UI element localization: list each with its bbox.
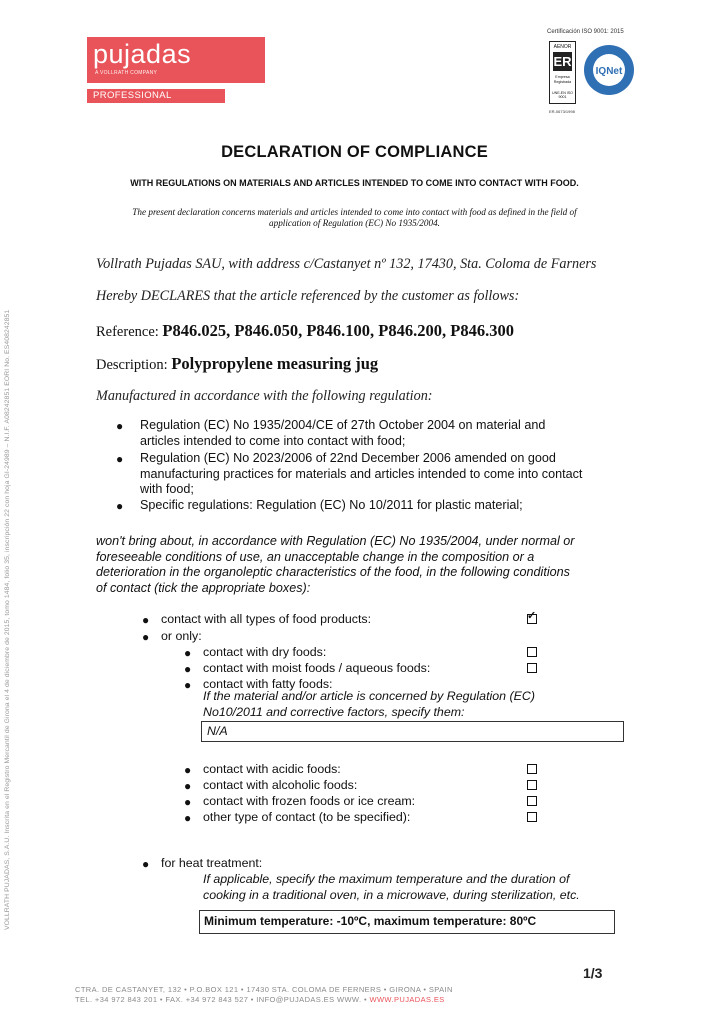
bullet-icon: ● [142, 630, 150, 644]
aenor-text-1: Empresa [555, 75, 570, 79]
intro-paragraph [112, 207, 597, 229]
bullet-icon: ● [184, 662, 192, 676]
or-only-label: or only: [161, 629, 202, 643]
aenor-label: AENOR [553, 44, 572, 50]
bullet-icon: ● [116, 499, 124, 513]
contact-frozen-label: contact with frozen foods or ice cream: [203, 794, 416, 808]
contact-moist-checkbox[interactable] [527, 663, 537, 673]
note-line: If applicable, specify the maximum temperature and the duration of [203, 872, 570, 886]
footer-contact [75, 995, 445, 1004]
certification-number: ER-0673/1998 [549, 109, 575, 114]
bullet-icon: ● [142, 613, 150, 627]
bullet-icon: ● [184, 811, 192, 825]
bullet-icon: ● [142, 857, 150, 871]
regulation-item [140, 451, 582, 498]
manufactured-heading: Manufactured in accordance with the following regulation: [96, 388, 433, 404]
aenor-text-3: UNE-EN ISO 9001 [552, 91, 573, 99]
bullet-icon: ● [184, 779, 192, 793]
regulation-line: manufacturing practices for materials and articles intended to come into contact [140, 466, 583, 481]
declares-statement: Hereby DECLARES that the article referenced by the customer as follows: [96, 288, 520, 304]
contact-other-label: other type of contact (to be specified): [203, 810, 411, 824]
aenor-text-2: Registrada [553, 80, 572, 84]
logo-tagline: PROFESSIONAL COOKWARE [87, 89, 225, 103]
iqnet-badge-icon [583, 44, 635, 96]
description-label: Description: [96, 357, 172, 373]
contact-alcoholic-checkbox[interactable] [527, 780, 537, 790]
heat-treatment-label: for heat treatment: [161, 856, 263, 870]
contact-alcoholic-label: contact with alcoholic foods: [203, 778, 358, 792]
page-subtitle: WITH REGULATIONS ON MATERIALS AND ARTICLES INTENDED TO COME INTO CONTACT WITH FOOD. [130, 178, 579, 188]
contact-moist-label: contact with moist foods / aqueous foods: [203, 661, 431, 675]
aenor-badge [549, 41, 576, 104]
bullet-icon: ● [184, 795, 192, 809]
contact-other-checkbox[interactable] [527, 812, 537, 822]
contact-acidic-label: contact with acidic foods: [203, 762, 341, 776]
page-title: DECLARATION OF COMPLIANCE [221, 143, 488, 161]
checkmark-icon: ✓ [527, 610, 537, 622]
paragraph-line: foreseeable conditions of use, an unacceptable change in the composition or a [96, 549, 535, 564]
contact-fatty-label: contact with fatty foods: [203, 677, 333, 691]
page-number: 1/3 [583, 965, 603, 981]
description-line [96, 354, 378, 374]
contact-all-types-checkbox[interactable] [527, 610, 537, 624]
contact-acidic-checkbox[interactable] [527, 764, 537, 774]
heat-treatment-note [203, 872, 580, 903]
reference-value: P846.025, P846.050, P846.100, P846.200, P846.300 [162, 321, 514, 340]
regulation-line: Regulation (EC) No 2023/2006 of 22nd December 2006 amended on good [140, 451, 556, 465]
temperature-field[interactable]: Minimum temperature: -10ºC, maximum temperature: 80ºC [199, 910, 615, 934]
paragraph-line: won't bring about, in accordance with Regulation (EC) No 1935/2004, under normal or [96, 534, 575, 548]
note-line: If the material and/or article is concerned by Regulation (EC) [203, 689, 535, 703]
bullet-icon: ● [184, 763, 192, 777]
aenor-er-icon: ER [553, 54, 572, 69]
website-link[interactable]: WWW.PUJADAS.ES [369, 995, 445, 1004]
company-address: Vollrath Pujadas SAU, with address c/Castanyet nº 132, 17430, Sta. Coloma de Farners [96, 256, 597, 272]
reference-label: Reference: [96, 324, 163, 340]
logo-subtitle: A VOLLRATH COMPANY [95, 70, 158, 76]
conditions-paragraph [96, 534, 611, 596]
certification-title: Certificación ISO 9001: 2015 [547, 29, 624, 35]
regulation-item [140, 498, 523, 514]
contact-dry-label: contact with dry foods: [203, 645, 327, 659]
footer-contact-text: TEL. +34 972 843 201 • FAX. +34 972 843 527 • INFO@PUJADAS.ES WWW. • [75, 995, 370, 1004]
paragraph-line: of contact (tick the appropriate boxes): [96, 580, 311, 595]
regulation-line: Specific regulations: Regulation (EC) No 10/2011 for plastic material; [140, 498, 523, 512]
reference-line [96, 321, 514, 341]
fatty-foods-note [203, 689, 535, 720]
registry-vertical-text: VOLLRATH PUJADAS, S.A.U. Inscrita en el Registro Mercantil de Girona el 4 de diciembre de 2015, tomo 1484, folio 35, inscripción 22 con hoja GI-24989 – N.I.F. A08242851 EORI No. ES408242851 [4, 309, 11, 930]
regulation-line: with food; [140, 482, 194, 496]
logo-brand: pujadas [93, 39, 192, 69]
note-line: cooking in a traditional oven, in a microwave, during sterilization, etc. [203, 887, 580, 902]
regulation-line: articles intended to come into contact with food; [140, 433, 406, 448]
intro-line: The present declaration concerns materials and articles intended to come into contact with food as defined in the field of [132, 207, 577, 217]
pujadas-logo [87, 37, 265, 83]
fatty-foods-field[interactable]: N/A [201, 721, 624, 742]
contact-all-types-label: contact with all types of food products: [161, 612, 372, 626]
regulation-item [140, 418, 545, 449]
description-value: Polypropylene measuring jug [171, 354, 379, 373]
paragraph-line: deterioration in the organoleptic characteristics of the food, in the following conditions [96, 565, 570, 579]
bullet-icon: ● [184, 678, 192, 692]
contact-frozen-checkbox[interactable] [527, 796, 537, 806]
bullet-icon: ● [116, 452, 124, 466]
iqnet-label: IQNet [595, 66, 623, 77]
regulation-line: Regulation (EC) No 1935/2004/CE of 27th October 2004 on material and [140, 418, 546, 432]
note-line: No10/2011 and corrective factors, specify them: [203, 704, 465, 719]
intro-line: application of Regulation (EC) No 1935/2004. [269, 218, 440, 228]
bullet-icon: ● [184, 646, 192, 660]
contact-dry-checkbox[interactable] [527, 647, 537, 657]
footer-address: CTRA. DE CASTANYET, 132 • P.O.BOX 121 • 17430 STA. COLOMA DE FERNERS • GIRONA • SPAIN [75, 985, 453, 994]
bullet-icon: ● [116, 419, 124, 433]
